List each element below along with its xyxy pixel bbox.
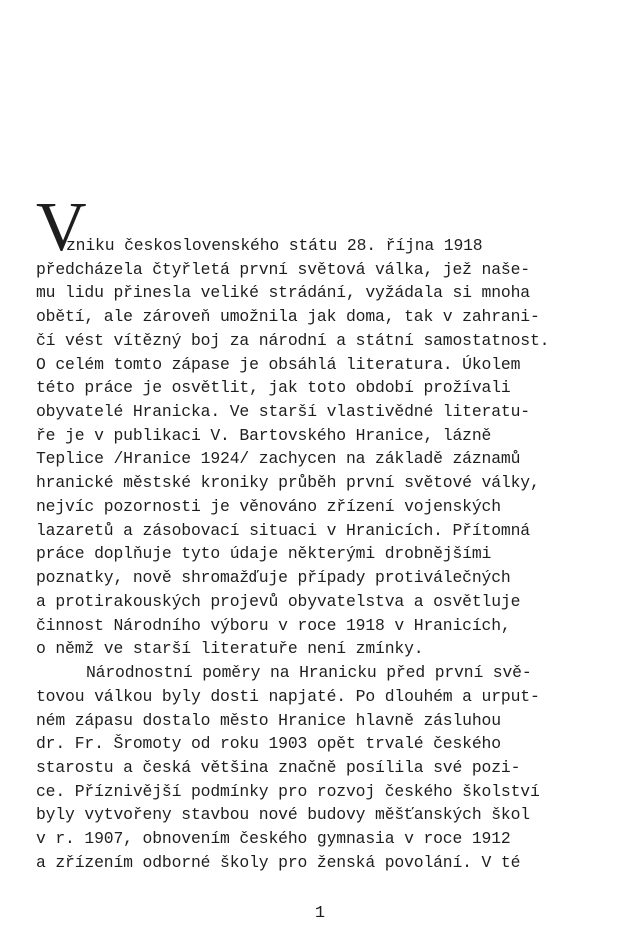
text-line: O celém tomto zápase je obsáhlá literatura. Úkolem (36, 355, 521, 374)
text-line: práce doplňuje tyto údaje některými drobnějšími (36, 544, 492, 563)
text-line: o němž ve starší literatuře není zmínky. (36, 639, 424, 658)
text-line: a zřízením odborné školy pro ženská povolání. V té (36, 853, 521, 872)
text-line: ce. Příznivější podmínky pro rozvoj českého školství (36, 782, 540, 801)
text-line: této práce je osvětlit, jak toto období prožívali (36, 378, 511, 397)
text-line: zniku československého státu 28. října 1918 (66, 236, 483, 255)
page-number: 1 (314, 904, 326, 923)
drop-cap: V (36, 189, 87, 266)
text-line: a protirakouských projevů obyvatelstva a osvětluje (36, 592, 521, 611)
text-line: předcházela čtyřletá první světová válka, jež naše- (36, 260, 530, 279)
text-line: obyvatelé Hranicka. Ve starší vlastivědné literatu- (36, 402, 530, 421)
text-line: mu lidu přinesla veliké strádání, vyžádala si mnoha (36, 283, 530, 302)
text-line: ném zápasu dostalo město Hranice hlavně zásluhou (36, 711, 501, 730)
text-line: Teplice /Hranice 1924/ zachycen na základě záznamů (36, 449, 521, 468)
text-line: ře je v publikaci V. Bartovského Hranice, lázně (36, 426, 492, 445)
text-line: dr. Fr. Šromoty od roku 1903 opět trvalé českého (36, 734, 501, 753)
text-line: činnost Národního výboru v roce 1918 v Hranicích, (36, 616, 511, 635)
text-line: hranické městské kroniky průběh první světové války, (36, 473, 540, 492)
text-line: tovou válkou byly dosti napjaté. Po dlouhém a urput- (36, 687, 540, 706)
text-line: poznatky, nově shromažďuje případy protiválečných (36, 568, 511, 587)
text-line: čí vést vítězný boj za národní a státní samostatnost. (36, 331, 550, 350)
text-line: starostu a česká většina značně posílila své pozi- (36, 758, 521, 777)
text-line: lazaretů a zásobovací situaci v Hranicích. Přítomná (36, 521, 530, 540)
text-line: nejvíc pozornosti je věnováno zřízení vojenských (36, 497, 501, 516)
text-line: byly vytvořeny stavbou nové budovy měšťanských škol (36, 805, 530, 824)
text-line: Národnostní poměry na Hranicku před první svě- (86, 663, 532, 682)
text-line: obětí, ale zároveň umožnila jak doma, tak v zahrani- (36, 307, 540, 326)
text-line: v r. 1907, obnovením českého gymnasia v roce 1912 (36, 829, 511, 848)
